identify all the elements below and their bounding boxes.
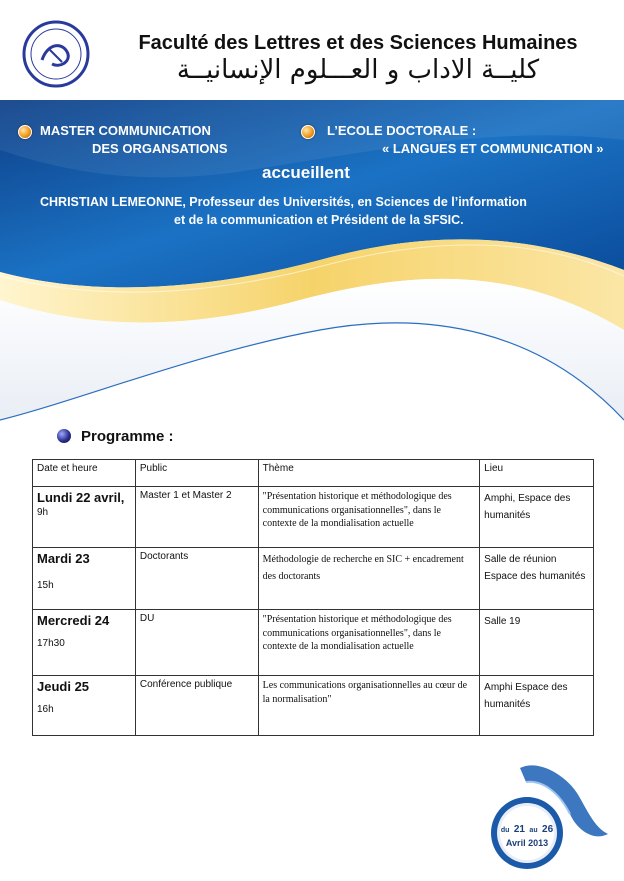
date-cell <box>33 548 136 610</box>
master-label-line1: MASTER COMMUNICATION <box>40 123 211 138</box>
date-badge <box>487 795 567 871</box>
table-row <box>33 548 594 610</box>
orange-bullet-icon <box>18 125 32 139</box>
lieu-cell: Salle de réunion Espace des humanités <box>480 548 594 610</box>
theme-cell: "Présentation historique et méthodologique des communications organisationnelles", dans le contexte de la mondialisation actuelle <box>258 610 480 676</box>
faculty-name-ar: كليــة الاداب و العـــلوم الإنسانيــة <box>176 55 540 85</box>
guest-line2: et de la communication et Président de la SFSIC. <box>174 213 464 227</box>
col-header-lieu: Lieu <box>480 460 594 487</box>
guest-line1: CHRISTIAN LEMEONNE, Professeur des Universités, en Sciences de l’information <box>40 195 527 209</box>
programme-bullet-icon <box>57 429 71 443</box>
hour-label: 15h <box>37 580 54 591</box>
ecole-label-line1: L’ECOLE DOCTORALE : <box>327 123 477 138</box>
badge-du: du <box>500 827 510 834</box>
theme-cell: Méthodologie de recherche en SIC + encadrement des doctorants <box>258 548 480 610</box>
table-header-row <box>33 460 594 487</box>
day-label: Lundi 22 avril, <box>37 490 125 505</box>
hour-label: 17h30 <box>37 638 65 649</box>
faculty-name-fr: Faculté des Lettres et des Sciences Humaines <box>138 32 578 54</box>
public-cell: Master 1 et Master 2 <box>135 487 258 548</box>
col-header-public: Public <box>135 460 258 487</box>
date-cell <box>33 487 136 548</box>
col-header-date: Date et heure <box>33 460 136 487</box>
university-logo <box>22 20 90 88</box>
lieu-cell: Amphi, Espace des humanités <box>480 487 594 548</box>
lieu-cell: Amphi Espace des humanités <box>480 676 594 736</box>
programme-title: Programme : <box>81 428 174 445</box>
badge-start-day: 21 <box>513 824 525 835</box>
day-label: Mardi 23 <box>37 551 90 566</box>
public-cell: Doctorants <box>135 548 258 610</box>
col-header-theme: Thème <box>258 460 480 487</box>
lieu-cell: Salle 19 <box>480 610 594 676</box>
date-cell <box>33 676 136 736</box>
table-row <box>33 610 594 676</box>
day-label: Jeudi 25 <box>37 679 90 694</box>
hour-label: 16h <box>37 704 54 715</box>
orange-bullet-icon <box>301 125 315 139</box>
day-label: Mercredi 24 <box>37 613 110 628</box>
badge-au: au <box>529 827 538 834</box>
public-cell: Conférence publique <box>135 676 258 736</box>
badge-end-day: 26 <box>542 824 554 835</box>
theme-cell: "Présentation historique et méthodologique des communications organisationnelles", dans le contexte de la mondialisation actuelle <box>258 487 480 548</box>
master-label-line2: DES ORGANSATIONS <box>92 141 228 156</box>
public-cell: DU <box>135 610 258 676</box>
accueillent-heading: accueillent <box>262 163 350 182</box>
table-row <box>33 487 594 548</box>
theme-cell: Les communications organisationnelles au cœur de la normalisation" <box>258 676 480 736</box>
badge-month-year: Avril 2013 <box>505 838 549 848</box>
table-row <box>33 676 594 736</box>
ecole-label-line2: « LANGUES ET COMMUNICATION » <box>382 141 604 156</box>
date-cell <box>33 610 136 676</box>
hour-label: 9h <box>37 507 49 518</box>
programme-table <box>32 459 594 736</box>
